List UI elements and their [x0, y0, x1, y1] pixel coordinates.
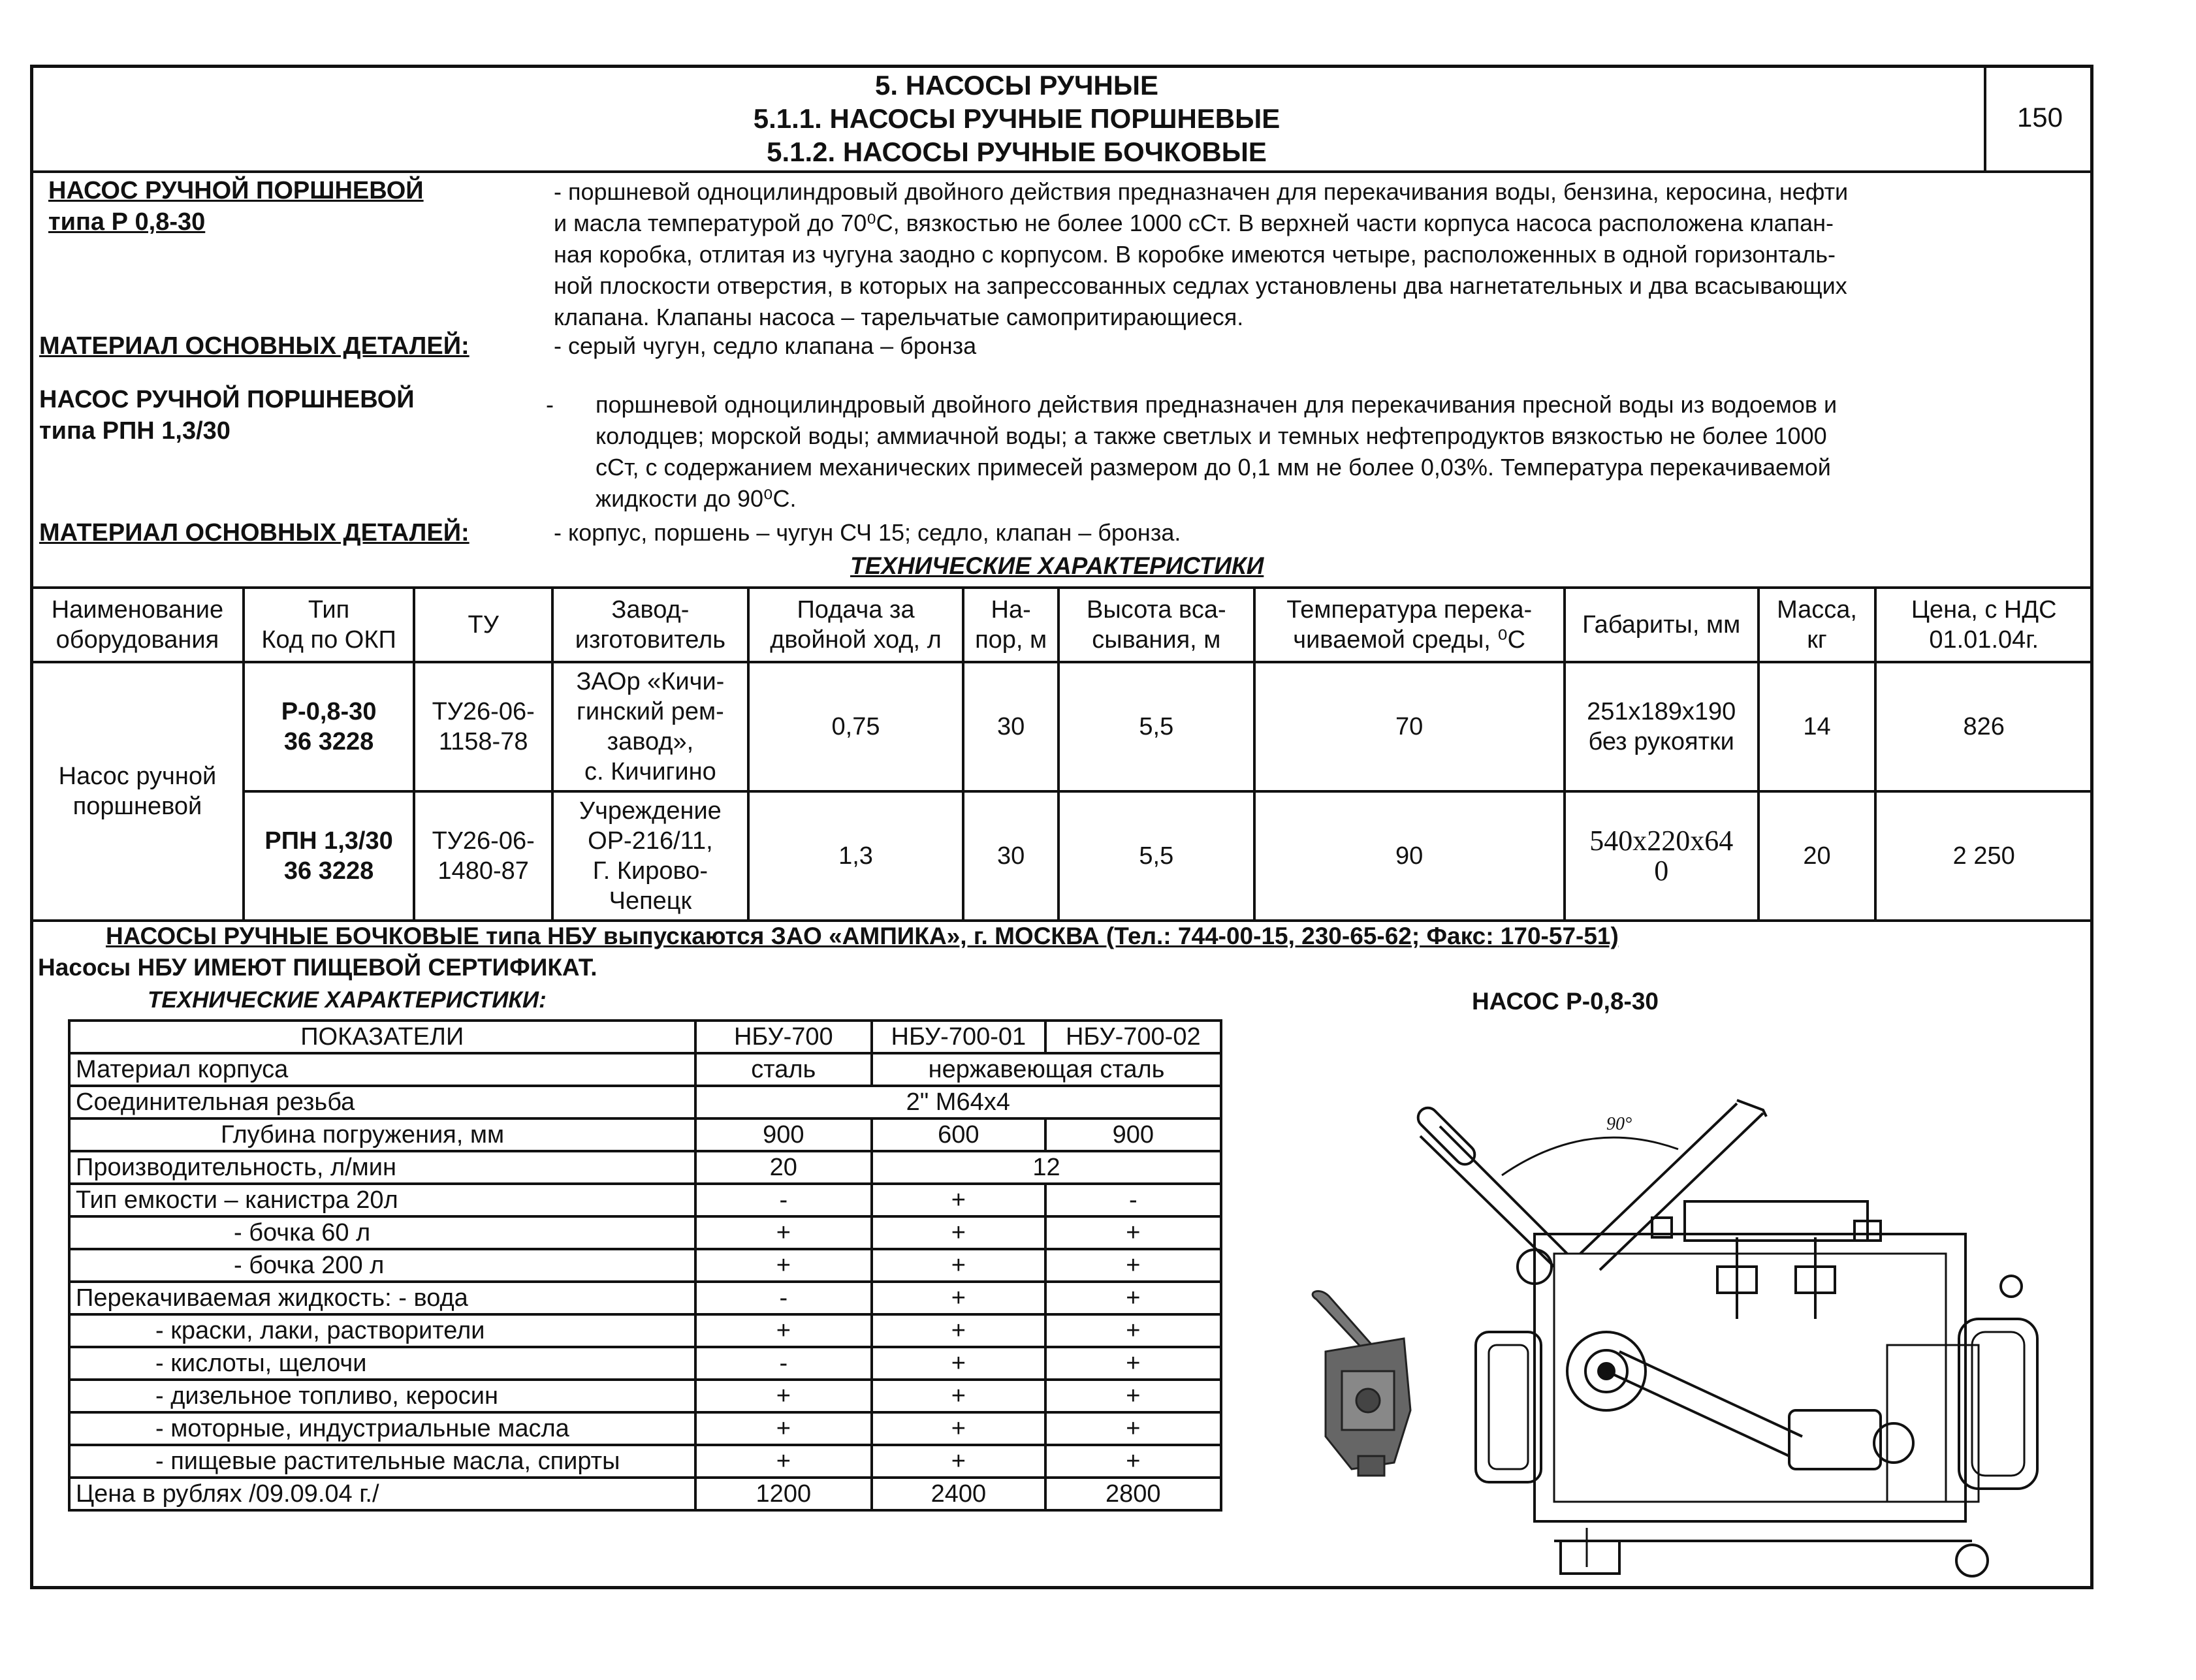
row-value: - — [1045, 1184, 1221, 1216]
row-label: Соединительная резьба — [69, 1086, 695, 1118]
table-row — [69, 1184, 1221, 1216]
row-label: Тип емкости – канистра 20л — [69, 1184, 695, 1216]
row-value: 1200 — [695, 1478, 872, 1510]
row-label: Цена в рублях /09.09.04 г./ — [69, 1478, 695, 1510]
pump2-name: НАСОС РУЧНОЙ ПОРШНЕВОЙ типа РПН 1,3/30 — [39, 386, 415, 445]
pump1-material: - серый чугун, седло клапана – бронза — [554, 332, 977, 359]
row-value: 900 — [1045, 1118, 1221, 1151]
row-value: - — [695, 1282, 872, 1314]
nbu-col-700-02: НБУ-700-02 — [1045, 1021, 1221, 1053]
table-row — [69, 1445, 1221, 1478]
pump2-material: - корпус, поршень – чугун СЧ 15; седло, клапан – бронза. — [554, 519, 1181, 546]
pump-photo — [1313, 1291, 1410, 1476]
col-price: Цена, с НДС 01.01.04г. — [1875, 588, 2092, 662]
nbu-col-indicators: ПОКАЗАТЕЛИ — [69, 1021, 695, 1053]
specs1-table — [30, 586, 2093, 922]
row1-flow: 0,75 — [748, 662, 963, 791]
row-value: 900 — [695, 1118, 872, 1151]
page-header — [30, 65, 2093, 173]
row-label: - дизельное топливо, керосин — [69, 1380, 695, 1412]
row-value: нержавеющая сталь — [872, 1053, 1221, 1086]
row-value: + — [872, 1445, 1045, 1478]
row-value: 600 — [872, 1118, 1045, 1151]
table-row — [31, 791, 2092, 921]
col-dims: Габариты, мм — [1565, 588, 1758, 662]
col-head: На- пор, м — [963, 588, 1058, 662]
nbu-col-700: НБУ-700 — [695, 1021, 872, 1053]
row2-mass: 20 — [1758, 791, 1876, 921]
row-value: + — [872, 1184, 1045, 1216]
row-value: - — [695, 1347, 872, 1380]
row-value: 20 — [695, 1151, 872, 1184]
row-label: - краски, лаки, растворители — [69, 1314, 695, 1347]
table-row — [69, 1053, 1221, 1086]
row-value: + — [1045, 1347, 1221, 1380]
row1-dims: 251х189х190 без рукоятки — [1565, 662, 1758, 791]
row1-type: Р-0,8-30 36 3228 — [244, 662, 415, 791]
row-label: Перекачиваемая жидкость: - вода — [69, 1282, 695, 1314]
col-flow: Подача за двойной ход, л — [748, 588, 963, 662]
cross-section-drawing — [1414, 1100, 2037, 1576]
row-value: 2800 — [1045, 1478, 1221, 1510]
pump2-dash: - — [546, 391, 554, 418]
pump1-name: НАСОС РУЧНОЙ ПОРШНЕВОЙ типа Р 0,8-30 — [48, 177, 424, 236]
page-title: 5. НАСОСЫ РУЧНЫЕ 5.1.1. НАСОСЫ РУЧНЫЕ ПОРШНЕВЫЕ 5.1.2. НАСОСЫ РУЧНЫЕ БОЧКОВЫЕ — [753, 70, 1281, 167]
page-number: 150 — [1984, 65, 2093, 170]
row-value: 12 — [872, 1151, 1221, 1184]
row2-tu: ТУ26-06- 1480-87 — [414, 791, 552, 921]
row2-price: 2 250 — [1875, 791, 2092, 921]
table-row — [69, 1347, 1221, 1380]
pump1-description: - поршневой одноцилиндровый двойного действия предназначен для перекачивания воды, бензина, керосина, нефти и масла температурой до 70⁰С, вязкостью не более 1000 сСт. В верхней части корпуса насоса расположена клапан- ная коробка, отлитая из чугуна заодно с корпусом. В коробке имеются четыре, расположенных в одной горизонталь- ной плоскости отверстия, в которых на запрессованных седлах установлены два нагнетательных и два всасывающих клапана. Клапаны насоса – тарельчатые самопритирающиеся. — [554, 178, 1849, 330]
row-label: - бочка 200 л — [69, 1249, 695, 1282]
row2-type: РПН 1,3/30 36 3228 — [244, 791, 415, 921]
row-value: + — [872, 1249, 1045, 1282]
row-label: - кислоты, щелочи — [69, 1347, 695, 1380]
row2-temp: 90 — [1254, 791, 1565, 921]
table-row — [69, 1086, 1221, 1118]
drawing-title: НАСОС Р-0,8-30 — [1472, 988, 1659, 1015]
row-value: + — [695, 1249, 872, 1282]
row-value: сталь — [695, 1053, 872, 1086]
row-value: 2400 — [872, 1478, 1045, 1510]
row-value: + — [872, 1412, 1045, 1445]
table-row — [69, 1314, 1221, 1347]
specs1-title: ТЕХНИЧЕСКИЕ ХАРАКТЕРИСТИКИ — [850, 552, 1264, 579]
row1-mass: 14 — [1758, 662, 1876, 791]
specs1-header-row — [31, 588, 2092, 662]
row-label: Производительность, л/мин — [69, 1151, 695, 1184]
table-row — [69, 1380, 1221, 1412]
row-value: + — [872, 1314, 1045, 1347]
row-label: - пищевые растительные масла, спирты — [69, 1445, 695, 1478]
table-row — [69, 1249, 1221, 1282]
row1-maker: ЗАОр «Кичи- гинский рем- завод», с. Кичигино — [552, 662, 748, 791]
row-label: Глубина погружения, мм — [69, 1118, 695, 1151]
row-value: + — [695, 1445, 872, 1478]
table-row — [69, 1478, 1221, 1510]
table-row — [69, 1216, 1221, 1249]
row2-head: 30 — [963, 791, 1058, 921]
row-label: - бочка 60 л — [69, 1216, 695, 1249]
row-value: + — [1045, 1216, 1221, 1249]
table-row — [31, 662, 2092, 791]
row-value: 2ʺ М64х4 — [695, 1086, 1221, 1118]
row-value: + — [1045, 1249, 1221, 1282]
row2-suction: 5,5 — [1058, 791, 1254, 921]
col-mass: Масса, кг — [1758, 588, 1876, 662]
table-row — [69, 1282, 1221, 1314]
row-label: - моторные, индустриальные масла — [69, 1412, 695, 1445]
pump2-description: поршневой одноцилиндровый двойного действия предназначен для перекачивания пресной воды из водоемов и колодцев; морской воды; аммиачной воды; а также светлых и темных нефтепродуктов вязкостью не более 1000 сСт, с содержанием механических примесей размером до 0,1 мм не более 0,03%. Температура перекачиваемой жидкости до 90⁰С. — [596, 391, 1838, 512]
group-name: Насос ручной поршневой — [31, 662, 244, 921]
row-value: + — [1045, 1314, 1221, 1347]
row1-price: 826 — [1875, 662, 2092, 791]
row2-flow: 1,3 — [748, 791, 963, 921]
pump1-material-label: МАТЕРИАЛ ОСНОВНЫХ ДЕТАЛЕЙ: — [39, 332, 469, 360]
nbu-certificate: Насосы НБУ ИМЕЮТ ПИЩЕВОЙ СЕРТИФИКАТ. — [38, 954, 597, 981]
col-suction: Высота вса- сывания, м — [1058, 588, 1254, 662]
row-value: + — [1045, 1282, 1221, 1314]
row-value: + — [695, 1412, 872, 1445]
nbu-specs-table — [68, 1019, 1222, 1512]
table-row — [69, 1118, 1221, 1151]
row1-tu: ТУ26-06- 1158-78 — [414, 662, 552, 791]
nbu-col-700-01: НБУ-700-01 — [872, 1021, 1045, 1053]
table-row — [69, 1151, 1221, 1184]
row-value: + — [1045, 1445, 1221, 1478]
row-value: + — [872, 1347, 1045, 1380]
row-value: + — [695, 1380, 872, 1412]
row-value: + — [872, 1282, 1045, 1314]
col-temp: Температура перека- чиваемой среды, ⁰С — [1254, 588, 1565, 662]
row2-dims: 540х220х64 0 — [1565, 791, 1758, 921]
col-name: Наименование оборудования — [31, 588, 244, 662]
row-value: + — [872, 1216, 1045, 1249]
nbu-specs-title: ТЕХНИЧЕСКИЕ ХАРАКТЕРИСТИКИ: — [148, 987, 547, 1013]
table-row — [69, 1412, 1221, 1445]
row-value: + — [695, 1216, 872, 1249]
pump-drawing — [1280, 1045, 2083, 1580]
row-value: - — [695, 1184, 872, 1216]
row-value: + — [1045, 1412, 1221, 1445]
row-value: + — [1045, 1380, 1221, 1412]
row-value: + — [872, 1380, 1045, 1412]
col-tu: ТУ — [414, 588, 552, 662]
angle-label: 90° — [1606, 1114, 1632, 1134]
col-type: Тип Код по ОКП — [244, 588, 415, 662]
row-label: Материал корпуса — [69, 1053, 695, 1086]
nbu-header-row — [69, 1021, 1221, 1053]
row1-temp: 70 — [1254, 662, 1565, 791]
col-maker: Завод- изготовитель — [552, 588, 748, 662]
row1-suction: 5,5 — [1058, 662, 1254, 791]
row2-maker: Учреждение ОР-216/11, Г. Кирово- Чепецк — [552, 791, 748, 921]
row-value: + — [695, 1314, 872, 1347]
nbu-heading: НАСОСЫ РУЧНЫЕ БОЧКОВЫЕ типа НБУ выпускаются ЗАО «АМПИКА», г. МОСКВА (Тел.: 744-00-15, 230-65-62; Факс: 170-57-51) — [106, 923, 1619, 949]
row1-head: 30 — [963, 662, 1058, 791]
pump2-material-label: МАТЕРИАЛ ОСНОВНЫХ ДЕТАЛЕЙ: — [39, 519, 469, 547]
